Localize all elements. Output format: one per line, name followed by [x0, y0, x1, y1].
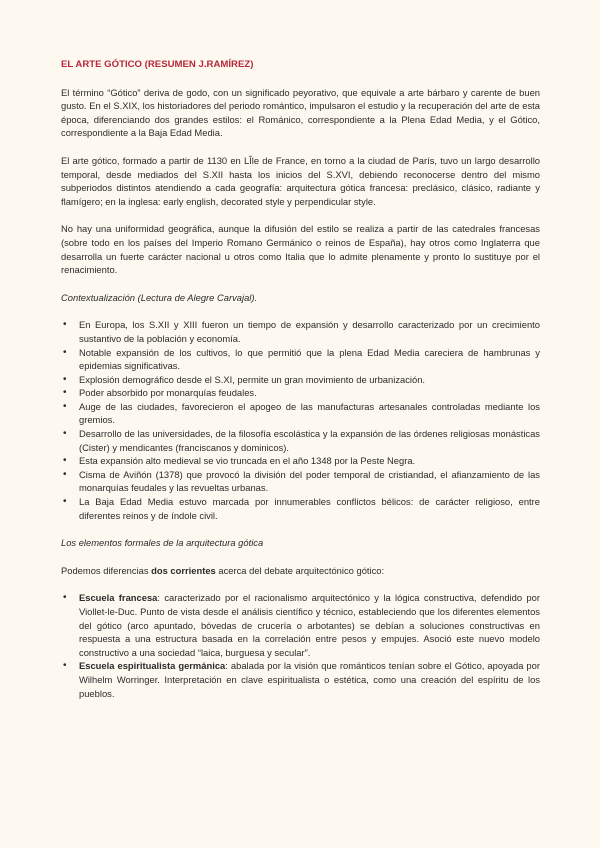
bullet-icon: •: [63, 319, 67, 331]
document-title: EL ARTE GÓTICO (RESUMEN J.RAMÍREZ): [61, 59, 254, 70]
currents-intro-bold: dos corrientes: [151, 564, 216, 576]
current-text: : caracterizado por el racionalismo arquitectónico y la lógica constructiva, defendido por Viollet-le-Duc. Punto de vista desde el análisis científico y técnico, estableciendo que los diferentes elementos del gótico (arco apuntado, bóvedas de crucería o arbotantes) se debían a soluciones constructivas en respuesta a una estructura basada en la correlación entre pesos y empujes. Asoció este nuevo modelo constructivo a una sociedad “laica, burguesa y secular”.: [79, 592, 540, 658]
list-item: [61, 495, 540, 522]
current-text: : abalada por la visión que románticos tenían sobre el Gótico, apoyada por Wilhelm Worringer. Interpretación en clave espiritualista o estética, como una creación del espíritu de los pueblos.: [79, 660, 540, 699]
document-body: [61, 58, 540, 714]
bullet-icon: •: [63, 592, 67, 604]
list-item-text: Notable expansión de los cultivos, lo que permitió que la plena Edad Media careciera de hambrunas y epidemias significativas.: [79, 346, 540, 372]
list-item-text: Esta expansión alto medieval se vio truncada en el año 1348 por la Peste Negra.: [79, 455, 416, 467]
paragraph-geography: No hay una uniformidad geográfica, aunque la difusión del estilo se realiza a partir de las catedrales francesas (sobre todo en los países del Imperio Romano Germánico o reinos de España), hay otros como Inglaterra que desarrolla un fuerte carácter nacional u otros como Italia que lo admite plenamente y pronto lo sustituye por el renacimiento.: [61, 223, 540, 276]
bullet-icon: •: [63, 660, 67, 672]
currents-intro: [61, 564, 540, 578]
list-item-text: La Baja Edad Media estuvo marcada por innumerables conflictos bélicos: de carácter religioso, entre diferentes reinos y de índole civil.: [79, 496, 540, 521]
bullet-icon: •: [63, 387, 67, 399]
list-item-text: Desarrollo de las universidades, de la filosofía escolástica y la expansión de las órdenes religiosas monásticas (Cister) y mendicantes (franciscanos y dominicos).: [79, 428, 540, 453]
bullet-icon: •: [63, 468, 67, 480]
context-list: [61, 318, 540, 522]
list-item: [61, 386, 540, 400]
current-name: Escuela espiritualista germánica: [79, 660, 226, 672]
list-item: [61, 400, 540, 427]
bullet-icon: •: [63, 346, 67, 358]
list-item: [61, 346, 540, 373]
bullet-icon: •: [63, 455, 67, 467]
bullet-icon: •: [63, 428, 67, 440]
current-item-germanic: [61, 659, 540, 700]
list-item: [61, 318, 540, 345]
list-item: [61, 454, 540, 468]
context-heading: Contextualización (Lectura de Alegre Carvajal).: [61, 291, 258, 303]
list-item-text: En Europa, los S.XII y XIII fueron un tiempo de expansión y desarrollo caracterizado por un crecimiento sustantivo de la población y economía.: [79, 319, 540, 344]
paragraph-origin: El término “Gótico” deriva de godo, con un significado peyorativo, que equivale a arte bárbaro y carente de buen gusto. En el S.XIX, los historiadores del periodo romántico, impulsaron el estudio y la recuperación del arte de esta época, diferenciando dos grandes estilos: el Románico, correspondiente a la Plena Edad Media, y el Gótico, correspondiente a la Baja Edad Media.: [61, 86, 540, 139]
list-item-text: Cisma de Aviñón (1378) que provocó la división del poder temporal de cristiandad, el afianzamiento de las monarquías feudales y las revueltas urbanas.: [79, 468, 540, 494]
list-item: [61, 427, 540, 454]
list-item-text: Poder absorbido por monarquías feudales.: [79, 387, 257, 399]
list-item-text: Auge de las ciudades, favorecieron el apogeo de las manufacturas artesanales controladas mediante los gremios.: [79, 400, 540, 426]
currents-intro-after: acerca del debate arquitectónico gótico:: [215, 564, 385, 576]
current-name: Escuela francesa: [79, 592, 158, 604]
currents-intro-before: Podemos diferencias: [61, 564, 152, 576]
bullet-icon: •: [63, 400, 67, 412]
list-item: [61, 468, 540, 495]
list-item: [61, 373, 540, 387]
list-item-text: Explosión demográfico desde el S.XI, permite un gran movimiento de urbanización.: [79, 373, 426, 385]
current-item-french: [61, 591, 540, 659]
bullet-icon: •: [63, 496, 67, 508]
paragraph-chronology: El arte gótico, formado a partir de 1130 en LÎle de France, en torno a la ciudad de París, tuvo un largo desarrollo temporal, desde mediados del S.XII hasta los inicios del S.XVI, debiendo reconocerse dentro del mismo subperiodos distintos atendiendo a cada geografía: arquitectura gótica francesa: preclásico, clásico, radiante y flamígero; en la inglesa: early english, decorated style y perpendicular style.: [61, 154, 540, 207]
bullet-icon: •: [63, 373, 67, 385]
formal-elements-heading: Los elementos formales de la arquitectura gótica: [61, 537, 264, 549]
currents-list: [61, 591, 540, 700]
